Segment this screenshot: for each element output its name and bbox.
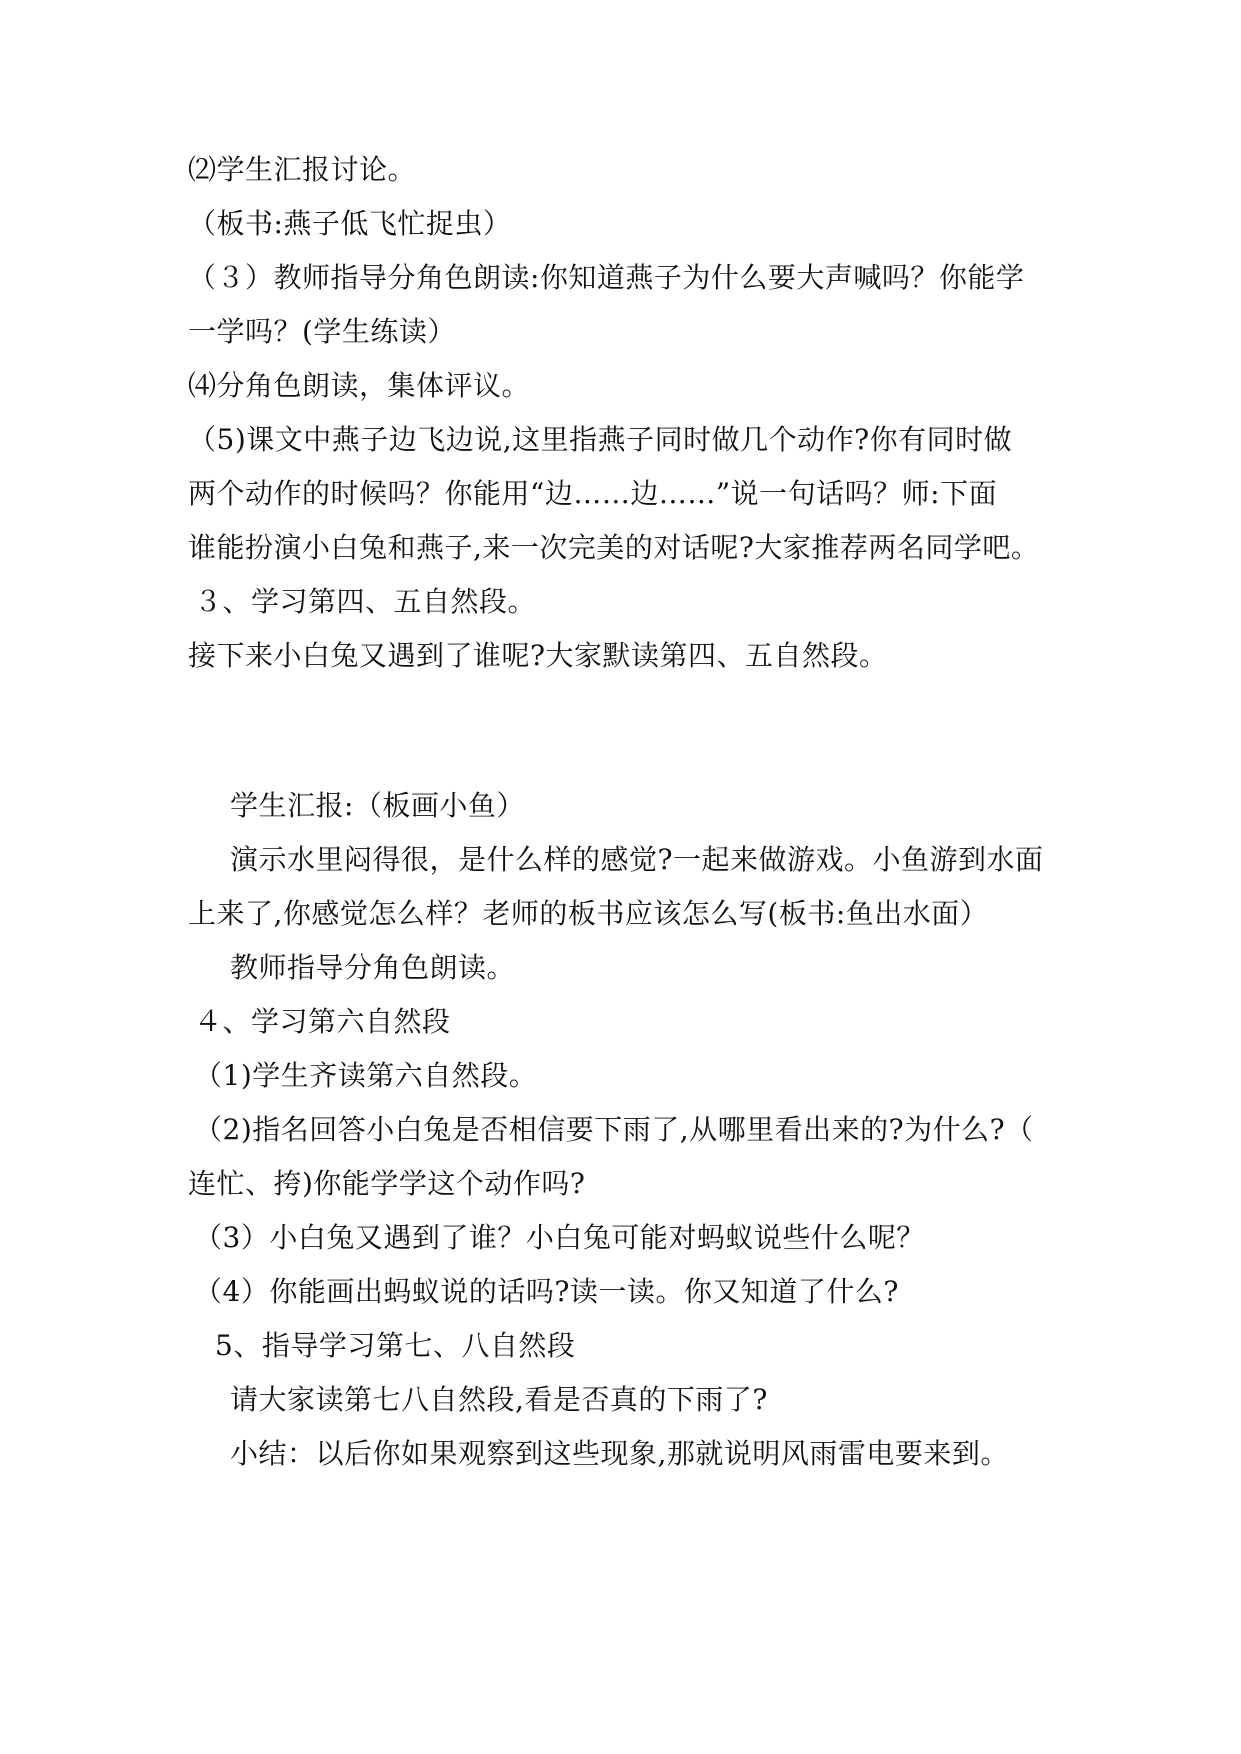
text-line-13: 上来了,你感觉怎么样？老师的板书应该怎么写(板书:鱼出水面）	[188, 897, 989, 930]
text-line-18: 连忙、挎)你能学学这个动作吗?	[188, 1167, 586, 1200]
text-line-22: 请大家读第七八自然段,看是否真的下雨了?	[230, 1383, 768, 1416]
text-line-23: 小结：以后你如果观察到这些现象,那就说明风雨雷电要来到。	[230, 1437, 1009, 1470]
text-line-2: （板书:燕子低飞忙捉虫）	[188, 207, 512, 240]
text-line-5: ⑷分角色朗读，集体评议。	[188, 369, 531, 402]
text-line-11: 学生汇报:（板画小鱼）	[230, 789, 525, 822]
text-line-10: 接下来小白兔又遇到了谁呢?大家默读第四、五自然段。	[188, 639, 888, 672]
text-line-6: （5)课文中燕子边飞边说,这里指燕子同时做几个动作?你有同时做	[188, 423, 1013, 456]
text-line-19: （3）小白兔又遇到了谁？小白兔可能对蚂蚁说些什么呢？	[194, 1221, 925, 1254]
section-heading-5: 5、指导学习第七、八自然段	[215, 1329, 576, 1362]
text-line-14: 教师指导分角色朗读。	[230, 951, 516, 984]
section-heading-3: ３、学习第四、五自然段。	[194, 585, 537, 618]
text-line-8: 谁能扮演小白兔和燕子,来一次完美的对话呢?大家推荐两名同学吧。	[188, 531, 1040, 564]
text-line-1: ⑵学生汇报讨论。	[188, 153, 417, 186]
text-line-12: 演示水里闷得很，是什么样的感觉?一起来做游戏。小鱼游到水面	[230, 843, 1044, 876]
text-line-17: （2)指名回答小白兔是否相信要下雨了,从哪里看出来的?为什么?（	[194, 1113, 1034, 1146]
text-line-20: （4）你能画出蚂蚁说的话吗?读一读。你又知道了什么?	[194, 1275, 899, 1308]
section-heading-4: ４、学习第六自然段	[194, 1005, 451, 1038]
text-line-7: 两个动作的时候吗？你能用“边……边……”说一句话吗？师:下面	[188, 477, 998, 510]
text-line-3: （３）教师指导分角色朗读:你知道燕子为什么要大声喊吗？你能学	[188, 261, 1025, 294]
text-line-4: 一学吗？(学生练读）	[188, 315, 456, 348]
text-line-16: （1)学生齐读第六自然段。	[194, 1059, 538, 1092]
